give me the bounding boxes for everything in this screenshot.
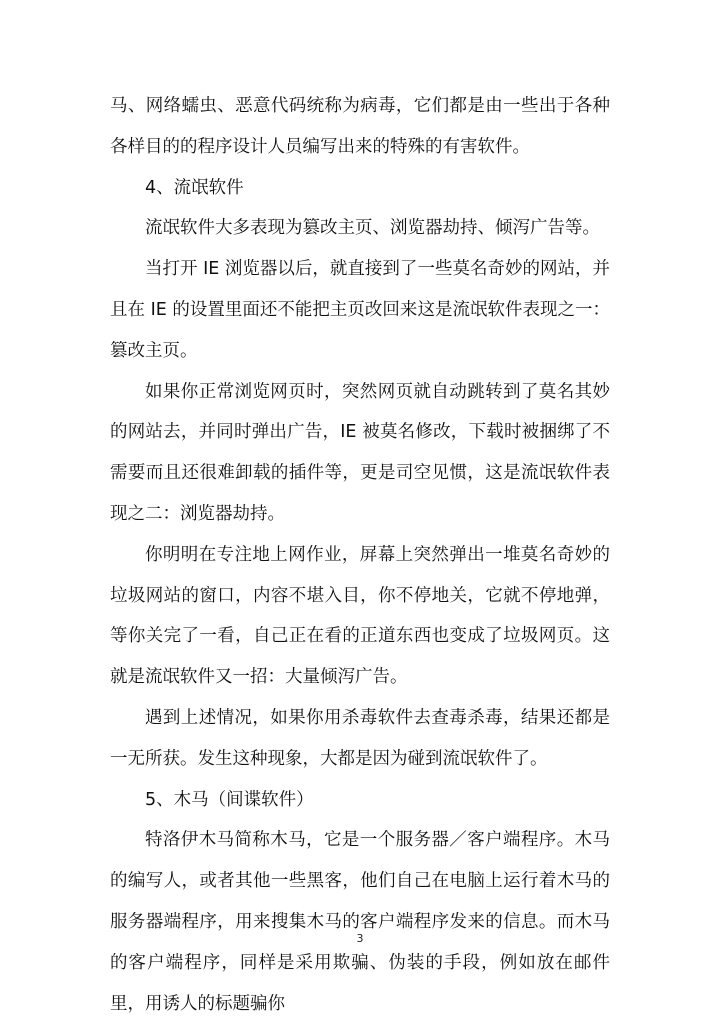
paragraph-ad-flood: 你明明在专注地上网作业，屏幕上突然弹出一堆莫名奇妙的垃圾网站的窗口，内容不堪入目，你不停地关，它就不停地弹，等你关完了一看，自己正在看的正道东西也变成了垃圾网页。这就是流氓软件又一招：大量倾泻广告。	[110, 544, 610, 688]
paragraph-browser-hijack: 如果你正常浏览网页时，突然网页就自动跳转到了莫名其妙的网站去，并同时弹出广告，IE 被莫名修改，下载时被捆绑了不需要而且还很难卸载的插件等，更是司空见惯，这是流氓软件表现之二：浏览器劫持。	[110, 381, 610, 524]
page-number: 3	[356, 932, 364, 945]
section-heading-rogue-software: 4、流氓软件	[145, 177, 244, 198]
paragraph-rogue-overview: 流氓软件大多表现为篡改主页、浏览器劫持、倾泻广告等。	[145, 218, 600, 239]
paragraph-continuation: 马、网络蠕虫、恶意代码统称为病毒，它们都是由一些出于各种各样目的的程序设计人员编写出来的特殊的有害软件。	[110, 96, 610, 157]
paragraph-homepage-tamper: 当打开 IE 浏览器以后，就直接到了一些莫名奇妙的网站，并且在 IE 的设置里面还不能把主页改回来这是流氓软件表现之一：篡改主页。	[110, 259, 610, 361]
paragraph-antivirus-fails: 遇到上述情况，如果你用杀毒软件去查毒杀毒，结果还都是一无所获。发生这种现象，大都是因为碰到流氓软件了。	[110, 707, 610, 769]
document-body	[110, 86, 610, 1024]
paragraph-trojan-description: 特洛伊木马简称木马，它是一个服务器／客户端程序。木马的编写人，或者其他一些黑客，他们自己在电脑上运行着木马的服务器端程序，用来搜集木马的客户端程序发来的信息。而木马的客户端程序，同样是采用欺骗、伪装的手段，例如放在邮件里，用诱人的标题骗你	[110, 830, 610, 1014]
section-heading-trojan: 5、木马（间谍软件）	[145, 789, 314, 810]
